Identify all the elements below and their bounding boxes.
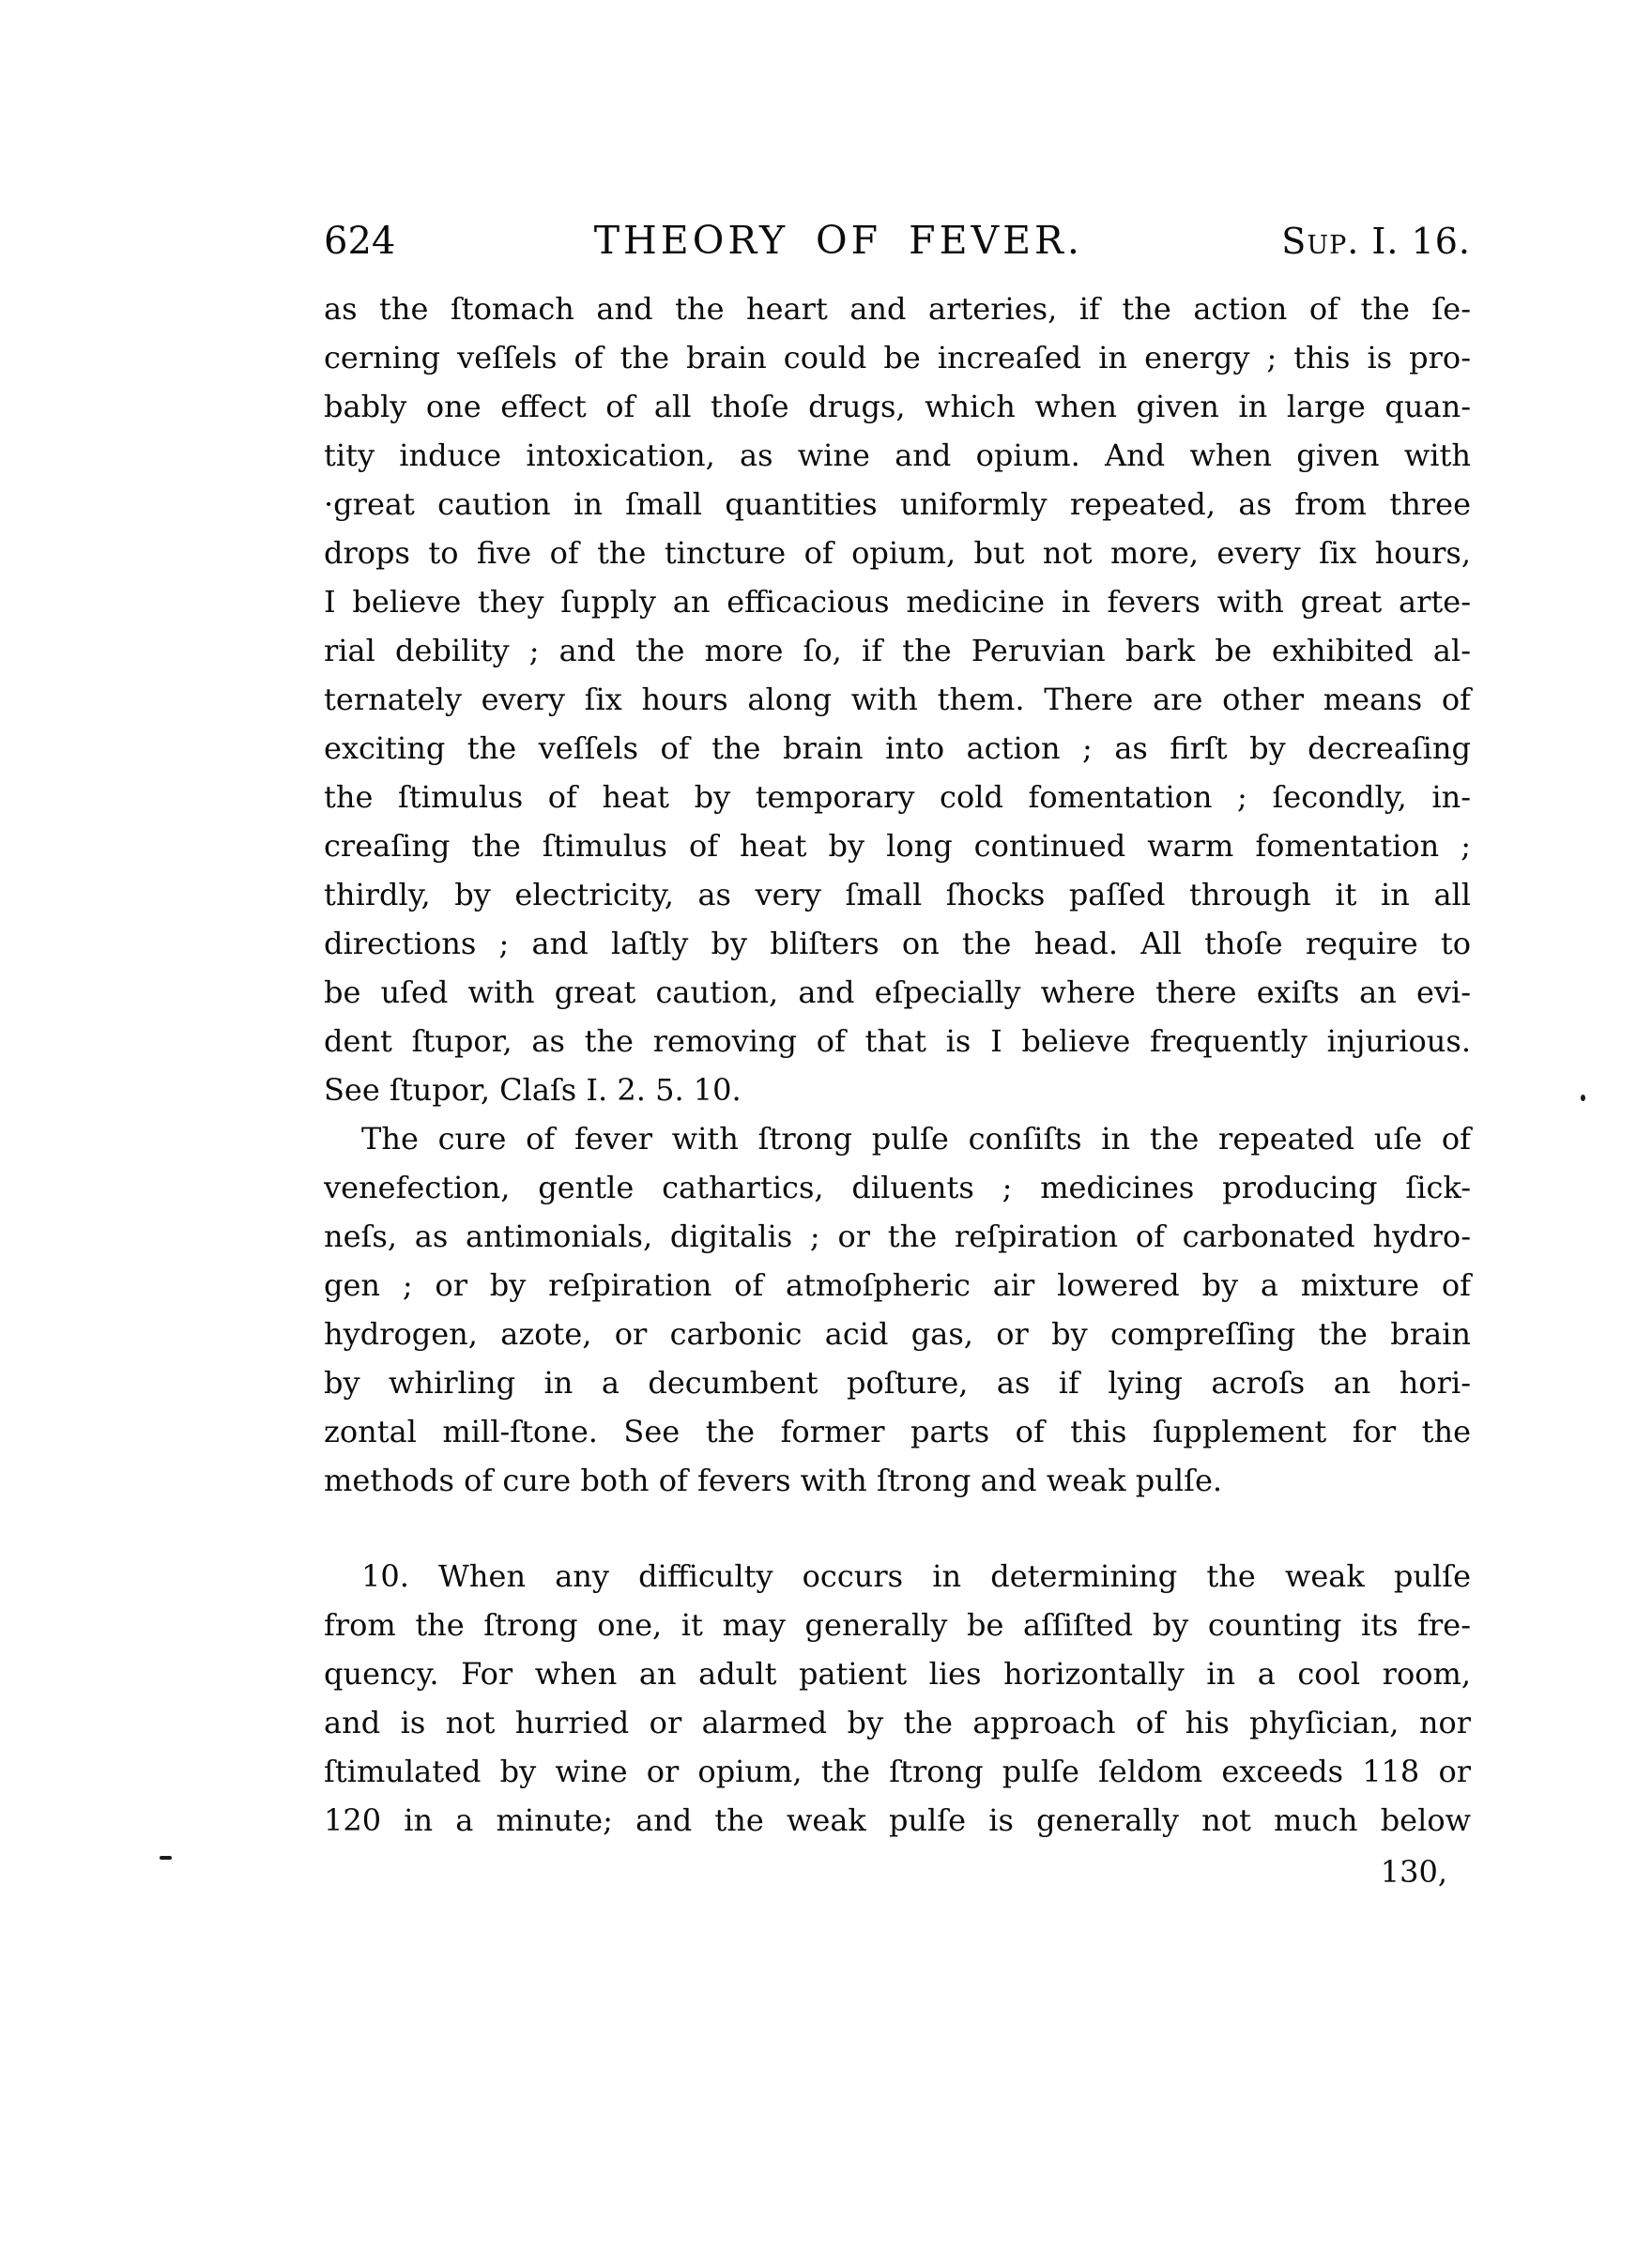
scan-speck-dot	[1581, 1095, 1585, 1101]
page-header	[324, 218, 1471, 263]
text-line: from the ſtrong one, it may generally be aſſiſted by counting its fre-	[324, 1607, 1471, 1643]
text-line: 120 in a minute; and the weak pulſe is generally not much below	[324, 1802, 1471, 1838]
text-line: bably one effect of all thoſe drugs, which when given in large quan-	[324, 389, 1471, 424]
text-line: neſs, as antimonials, digitalis ; or the reſpiration of carbonated hydro-	[324, 1218, 1471, 1254]
text-line: I believe they ſupply an efficacious medicine in fevers with great arte-	[324, 584, 1471, 620]
page-body	[324, 284, 1471, 1845]
scan-speck-dash	[160, 1856, 172, 1860]
text-line: by whirling in a decumbent poſture, as if lying acroſs an hori-	[324, 1365, 1471, 1401]
text-line: the ſtimulus of heat by temporary cold fomentation ; ſecondly, in-	[324, 779, 1471, 815]
running-title: THEORY OF FEVER.	[593, 218, 1083, 263]
text-line: exciting the veſſels of the brain into action ; as firſt by decreaſing	[324, 730, 1471, 766]
text-line: creaſing the ſtimulus of heat by long continued warm fomentation ;	[324, 828, 1471, 864]
text-line: 10. When any difficulty occurs in determining the weak pulſe	[361, 1558, 1471, 1594]
text-line: methods of cure both of fevers with ſtrong and weak pulſe.	[324, 1463, 1223, 1498]
section-reference: Sup. I. 16.	[1281, 221, 1471, 262]
text-line: cerning veſſels of the brain could be increaſed in energy ; this is pro-	[324, 340, 1471, 376]
text-line: hydrogen, azote, or carbonic acid gas, or by compreſſing the brain	[324, 1316, 1471, 1352]
text-line: The cure of fever with ſtrong pulſe conſiſts in the repeated uſe of	[361, 1121, 1471, 1157]
text-line: ſtimulated by wine or opium, the ſtrong pulſe ſeldom exceeds 118 or	[324, 1754, 1471, 1789]
text-line: venefection, gentle cathartics, diluents ; medicines producing ſick-	[324, 1170, 1471, 1205]
catchword: 130,	[1380, 1854, 1447, 1890]
text-line: and is not hurried or alarmed by the approach of his phyſician, nor	[324, 1705, 1471, 1740]
text-line: ternately every ſix hours along with them. There are other means of	[324, 682, 1471, 717]
paragraph	[324, 1552, 1471, 1845]
text-line: be uſed with great caution, and eſpecially where there exiſts an evi-	[324, 974, 1471, 1010]
paragraph	[324, 1114, 1471, 1505]
text-line: directions ; and laſtly by bliſters on the head. All thoſe require to	[324, 926, 1471, 961]
text-line: ·great caution in ſmall quantities uniformly repeated, as from three	[324, 486, 1471, 522]
paragraph	[324, 284, 1471, 1114]
text-line: dent ſtupor, as the removing of that is I believe frequently injurious.	[324, 1023, 1471, 1059]
text-line: tity induce intoxication, as wine and opium. And when given with	[324, 437, 1471, 473]
text-line: rial debility ; and the more ſo, if the Peruvian bark be exhibited al-	[324, 633, 1471, 668]
text-line: zontal mill-ſtone. See the former parts of this ſupplement for the	[324, 1414, 1471, 1449]
text-line: gen ; or by reſpiration of atmoſpheric air lowered by a mixture of	[324, 1267, 1471, 1303]
text-line: quency. For when an adult patient lies horizontally in a cool room,	[324, 1656, 1471, 1692]
page-number: 624	[324, 220, 396, 263]
text-line: as the ſtomach and the heart and arteries, if the action of the ſe-	[324, 291, 1471, 327]
text-line: drops to five of the tincture of opium, but not more, every ſix hours,	[324, 535, 1471, 571]
text-line: thirdly, by electricity, as very ſmall ſhocks paſſed through it in all	[324, 877, 1471, 912]
catchword-row	[324, 1847, 1471, 1896]
text-line: See ſtupor, Claſs I. 2. 5. 10.	[324, 1072, 742, 1108]
